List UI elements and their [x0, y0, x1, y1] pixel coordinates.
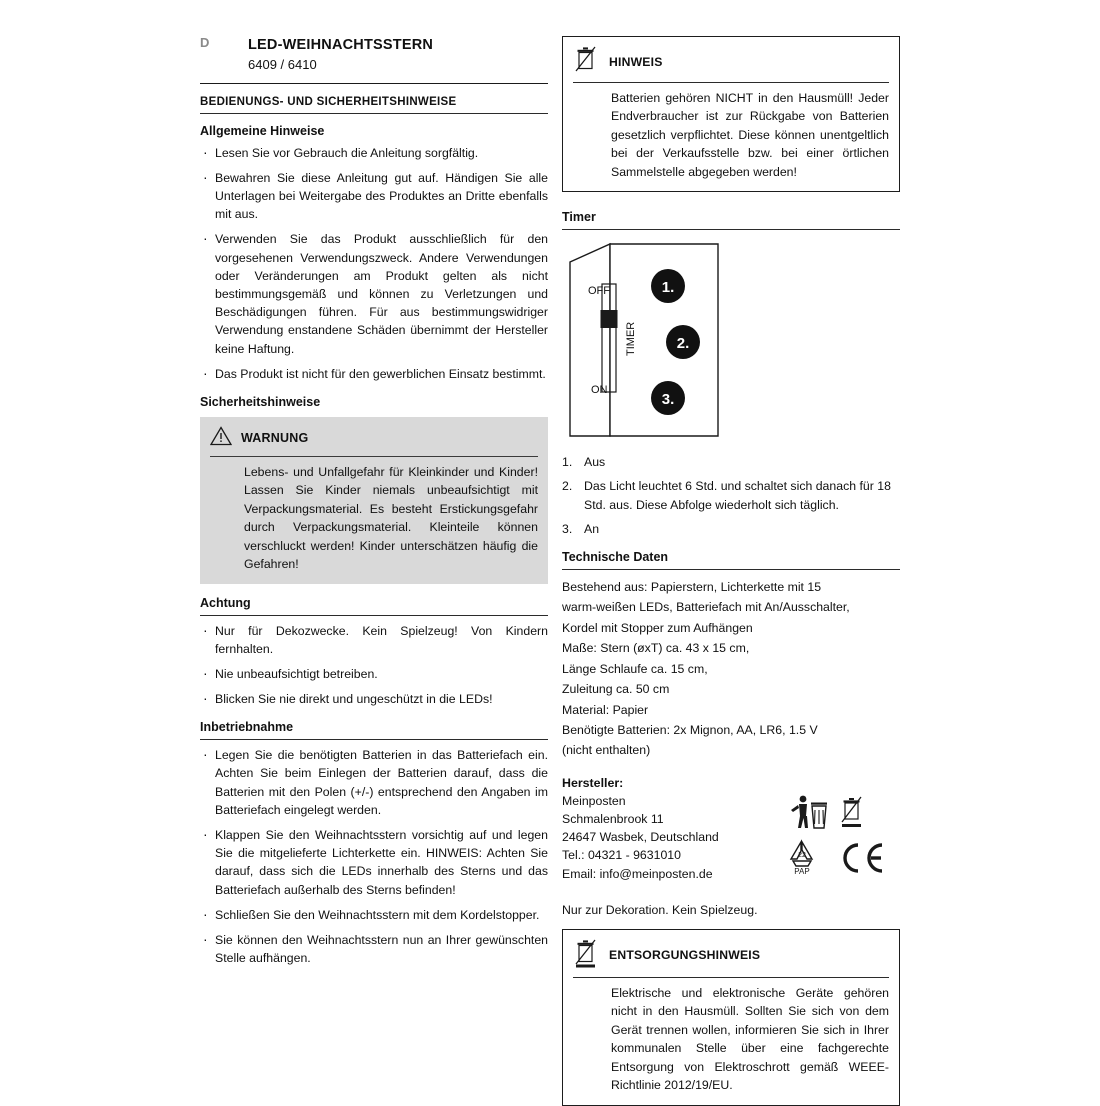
- crossed-out-wheelie-bin-icon: [573, 938, 599, 973]
- list-item: · Nie unbeaufsichtigt betreiben.: [200, 665, 548, 683]
- list-item: [562, 477, 900, 513]
- disposal-title: ENTSORGUNGSHINWEIS: [609, 948, 760, 962]
- list-item: · Nur für Dekozwecke. Kein Spielzeug! Von Kindern fernhalten.: [200, 622, 548, 658]
- header-divider: [200, 83, 548, 84]
- manufacturer-section: [562, 776, 900, 887]
- list-attention: [200, 622, 548, 709]
- heading-attention: Achtung: [200, 596, 548, 610]
- setup-divider: [200, 739, 548, 740]
- manufacturer-line: Tel.: 04321 - 9631010: [562, 846, 719, 864]
- manufacturer-line: Meinposten: [562, 792, 719, 810]
- tech-line: Bestehend aus: Papierstern, Lichterkette mit 15: [562, 578, 900, 596]
- tech-line: Material: Papier: [562, 701, 900, 719]
- svg-text:PAP: PAP: [794, 867, 809, 876]
- decoration-note: Nur zur Dekoration. Kein Spielzeug.: [562, 903, 900, 917]
- tech-line: (nicht enthalten): [562, 741, 900, 759]
- svg-text:2.: 2.: [677, 335, 690, 352]
- warning-text: Lebens- und Unfallgefahr für Kleinkinder und Kinder! Lassen Sie Kinder niemals unbeaufsichtigt mit Verpackungsmaterial. Es besteht Erstickungsgefahr durch Verpackungsmaterial. Kleinteile können verschluckt werden! Kinder unterschätzen häufig die Gefahren!: [210, 463, 538, 574]
- notice-text: Batterien gehören NICHT in den Hausmüll! Jeder Endverbraucher ist zur Rückgabe von Batterien gesetzlich verpflichtet. Diese können unentgeltlich bei der Verkaufsstelle bzw. bei einer örtlichen Sammelstelle abgegeben werden!: [573, 89, 889, 181]
- tech-line: Maße: Stern (øxT) ca. 43 x 15 cm,: [562, 639, 900, 657]
- page-title: LED-WEIHNACHTSSTERN: [248, 36, 548, 54]
- tech-line: warm-weißen LEDs, Batteriefach mit An/Ausschalter,: [562, 598, 900, 616]
- svg-text:3.: 3.: [662, 391, 675, 408]
- technical-divider: [562, 569, 900, 570]
- tech-line: Länge Schlaufe ca. 15 cm,: [562, 660, 900, 678]
- list-item: · Verwenden Sie das Produkt ausschließlich für den vorgesehenen Verwendungszweck. Andere Verwendungen oder Veränderungen am Produkt gelten als nicht bestimmungsgemäß und können zu Verletzungen und Beschädigungen führen. Für aus bestimmungswidriger Verwendung enstandene Schäden übernimmt der Hersteller keine Haftung.: [200, 230, 548, 357]
- list-item: · Schließen Sie den Weihnachtsstern mit dem Kordelstopper.: [200, 906, 548, 924]
- heading-safety-notes: Sicherheitshinweise: [200, 395, 548, 409]
- svg-text:22: 22: [798, 852, 806, 859]
- crossed-out-wheelie-bin-icon: [573, 45, 599, 78]
- list-item: · Blicken Sie nie direkt und ungeschützt in die LEDs!: [200, 690, 548, 708]
- notice-header: [573, 45, 889, 83]
- heading-setup: Inbetriebnahme: [200, 720, 548, 734]
- list-item-number: 2.: [562, 477, 572, 495]
- compliance-symbols: [786, 776, 900, 887]
- timer-switch-figure: [562, 238, 726, 443]
- notice-title: HINWEIS: [609, 55, 663, 69]
- timer-divider: [562, 229, 900, 230]
- technical-data-block: [562, 578, 900, 760]
- list-item: [562, 520, 900, 538]
- list-item-number: 1.: [562, 453, 572, 471]
- list-setup: [200, 746, 548, 967]
- manufacturer-address: [562, 776, 719, 883]
- manufacturer-title: Hersteller:: [562, 776, 719, 790]
- manufacturer-line: Email: info@meinposten.de: [562, 865, 719, 883]
- tech-line: Zuleitung ca. 50 cm: [562, 680, 900, 698]
- list-item-text: Aus: [584, 455, 605, 469]
- svg-text:ON: ON: [591, 384, 608, 396]
- list-item: · Sie können den Weihnachtsstern nun an Ihrer gewünschten Stelle aufhängen.: [200, 931, 548, 967]
- section-heading-instructions: BEDIENUNGS- UND SICHERHEITSHINWEISE: [200, 96, 548, 108]
- list-item: · Bewahren Sie diese Anleitung gut auf. Händigen Sie alle Unterlagen bei Weitergabe des Produktes an Dritte ebenfalls mit aus.: [200, 169, 548, 224]
- document-header: [200, 36, 548, 75]
- disposal-box: [562, 929, 900, 1106]
- warning-triangle-icon: [210, 426, 232, 451]
- list-item: [562, 453, 900, 471]
- list-item-number: 3.: [562, 520, 572, 538]
- list-item: · Legen Sie die benötigten Batterien in das Batteriefach ein. Achten Sie beim Einlegen der Batterien darauf, dass die Batterien mit den Polen (+/-) entsprechend den Angaben im Batteriefach eingelegt werden.: [200, 746, 548, 819]
- right-column: [562, 36, 900, 1106]
- manufacturer-line: 24647 Wasbek, Deutschland: [562, 828, 719, 846]
- heading-timer: Timer: [562, 210, 900, 224]
- warning-box: [200, 417, 548, 584]
- disposal-header: [573, 938, 889, 978]
- svg-text:OFF: OFF: [588, 285, 610, 297]
- svg-text:1.: 1.: [662, 279, 675, 296]
- language-code: D: [200, 36, 248, 50]
- left-column: [200, 36, 548, 974]
- warning-header: [210, 426, 538, 457]
- svg-text:TIMER: TIMER: [625, 322, 637, 356]
- list-item: · Lesen Sie vor Gebrauch die Anleitung sorgfältig.: [200, 144, 548, 162]
- list-item: · Das Produkt ist nicht für den gewerblichen Einsatz bestimmt.: [200, 365, 548, 383]
- list-general-notes: [200, 144, 548, 383]
- timer-mode-list: [562, 453, 900, 538]
- notice-box: [562, 36, 900, 192]
- tech-line: Benötigte Batterien: 2x Mignon, AA, LR6, 1.5 V: [562, 721, 900, 739]
- disposal-text: Elektrische und elektronische Geräte gehören nicht in den Hausmüll. Sollten Sie sich von dem Gerät trennen wollen, informieren Sie sich in Ihrer kommunalen Stelle über eine fachgerechte Entsorgung von Elektroschrott gemäß WEEE-Richtlinie 2012/19/EU.: [573, 984, 889, 1095]
- warning-title: WARNUNG: [241, 431, 308, 445]
- tech-line: Kordel mit Stopper zum Aufhängen: [562, 619, 900, 637]
- list-item: · Klappen Sie den Weihnachtsstern vorsichtig auf und legen Sie die mitgelieferte Lichterkette ein. HINWEIS: Achten Sie darauf, dass sich die LEDs innerhalb des Sterns und das Batteriefach außerhalb des Sterns befinden!: [200, 826, 548, 899]
- heading-technical-data: Technische Daten: [562, 550, 900, 564]
- section-divider: [200, 113, 548, 114]
- title-block: [248, 36, 548, 75]
- attention-divider: [200, 615, 548, 616]
- list-item-text: Das Licht leuchtet 6 Std. und schaltet sich danach für 18 Std. aus. Diese Abfolge wiederholt sich täglich.: [584, 479, 891, 511]
- manufacturer-line: Schmalenbrook 11: [562, 810, 719, 828]
- heading-general-notes: Allgemeine Hinweise: [200, 124, 548, 138]
- list-item-text: An: [584, 522, 599, 536]
- model-number: 6409 / 6410: [248, 55, 548, 75]
